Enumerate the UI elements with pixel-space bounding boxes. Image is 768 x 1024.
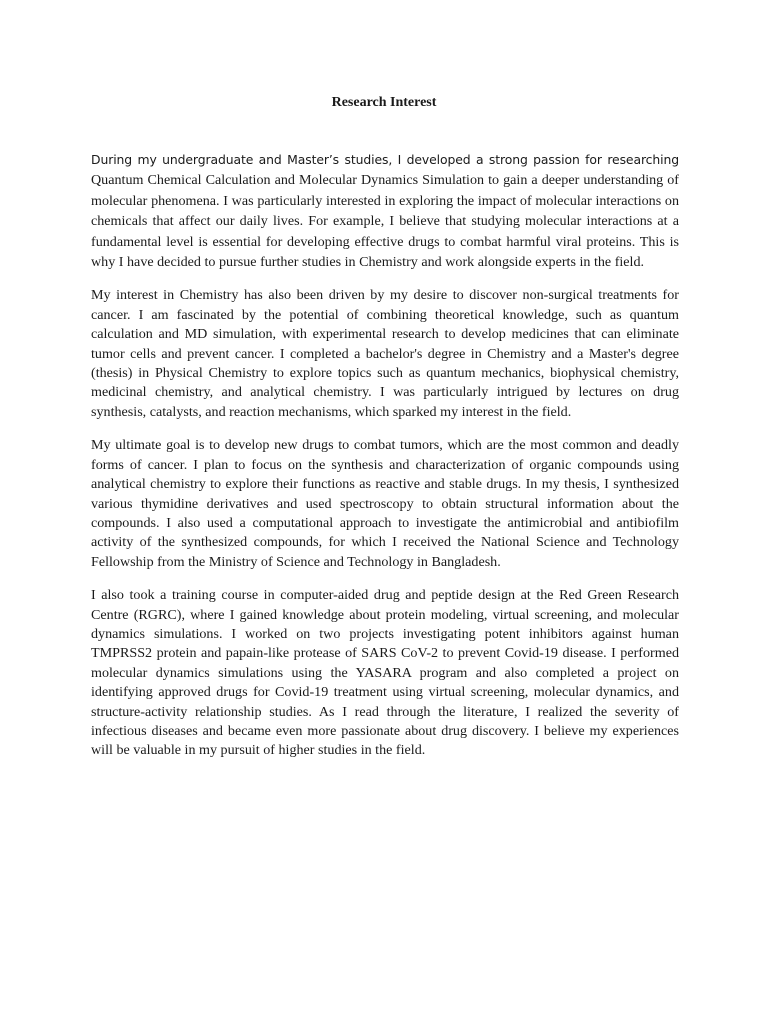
paragraph-1 — [91, 150, 679, 272]
paragraph-1-text: Quantum Chemical Calculation and Molecular Dynamics Simulation to gain a deeper understanding of molecular phenomena. I was particularly interested in exploring the impact of molecular interactions on chemicals that affect our daily lives. For example, I believe that studying molecular interactions at a fundamental level is essential for developing effective drugs to combat harmful viral proteins. This is why I have decided to pursue further studies in Chemistry and work alongside experts in the field. — [91, 172, 679, 271]
paragraph-4: I also took a training course in computer-aided drug and peptide design at the Red Green Research Centre (RGRC), where I gained knowledge about protein modeling, virtual screening, and molecular dynamics simulations. I worked on two projects investigating potent inhibitors against human TMPRSS2 protein and papain-like protease of SARS CoV-2 to prevent Covid-19 disease. I performed molecular dynamics simulations using the YASARA program and also completed a project on identifying approved drugs for Covid-19 treatment using virtual screening, molecular dynamics, and structure-activity relationship studies. As I read through the literature, I realized the severity of infectious diseases and became even more passionate about drug discovery. I believe my experiences will be valuable in my pursuit of higher studies in the field. — [91, 587, 679, 759]
page-title: Research Interest — [331, 95, 437, 110]
paragraph-3: My ultimate goal is to develop new drugs to combat tumors, which are the most common and deadly forms of cancer. I plan to focus on the synthesis and characterization of organic compounds using analytical chemistry to explore their functions as reactive and stable drugs. In my thesis, I synthesized various thymidine derivatives and used spectroscopy to obtain structural information about the compounds. I also used a computational approach to investigate the antimicrobial and antibiofilm activity of the synthesized compounds, for which I received the National Science and Technology Fellowship from the Ministry of Science and Technology in Bangladesh. — [91, 437, 679, 570]
document-body — [91, 150, 679, 775]
paragraph-1-lead: During my undergraduate and Master’s studies, I developed a strong passion for researching — [91, 152, 679, 167]
paragraph-2: My interest in Chemistry has also been driven by my desire to discover non-surgical treatments for cancer. I am fascinated by the potential of combining theoretical knowledge, such as quantum calculation and MD simulation, with experimental research to develop medicines that can eliminate tumor cells and prevent cancer. I completed a bachelor's degree in Chemistry and a Master's degree (thesis) in Physical Chemistry to explore topics such as quantum mechanics, biophysical chemistry, medicinal chemistry, and analytical chemistry. I was particularly intrigued by lectures on drug synthesis, catalysts, and reaction mechanisms, which sparked my interest in the field. — [91, 287, 679, 420]
